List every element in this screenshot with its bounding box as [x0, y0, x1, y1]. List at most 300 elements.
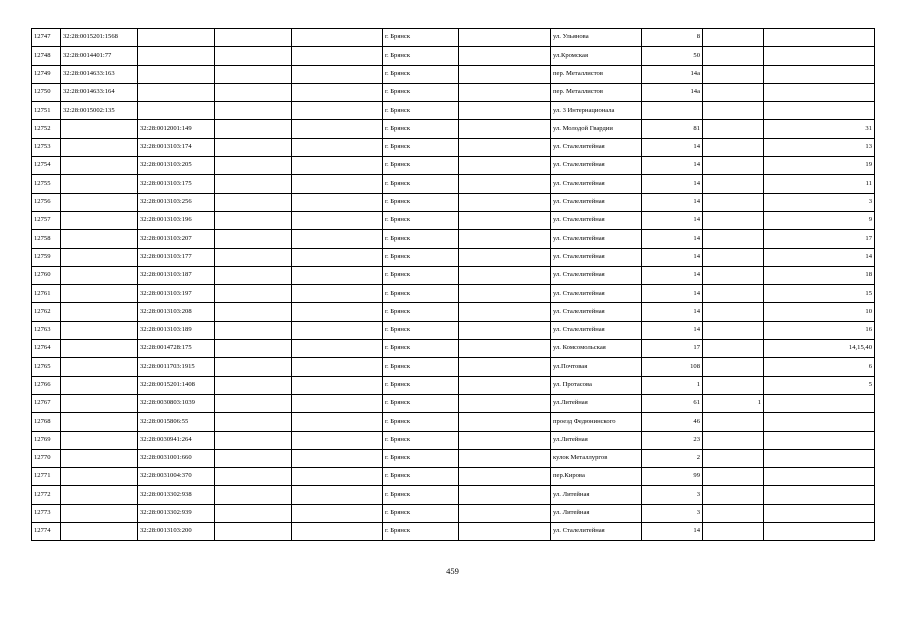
cadastral-number-cell: 32:28:0014633:164 — [61, 83, 138, 101]
empty-cell — [292, 120, 383, 138]
empty-cell — [215, 230, 292, 248]
cadastral-number-cell — [138, 29, 215, 47]
house-number-cell: 50 — [642, 47, 703, 65]
house-number-cell: 14 — [642, 248, 703, 266]
extra-number-cell — [703, 230, 764, 248]
apartment-cell — [764, 449, 875, 467]
apartment-cell: 5 — [764, 376, 875, 394]
table-row — [32, 431, 875, 449]
empty-cell — [292, 266, 383, 284]
empty-cell — [292, 211, 383, 229]
empty-cell — [459, 394, 551, 412]
street-cell: ул. Ульянова — [551, 29, 642, 47]
table-row — [32, 394, 875, 412]
city-cell: г. Брянск — [383, 523, 459, 541]
extra-number-cell — [703, 157, 764, 175]
city-cell: г. Брянск — [383, 102, 459, 120]
empty-cell — [292, 413, 383, 431]
table-row — [32, 65, 875, 83]
apartment-cell — [764, 413, 875, 431]
cadastral-number-cell: 32:28:0013302:938 — [138, 486, 215, 504]
cadastral-number-cell: 32:28:0013103:207 — [138, 230, 215, 248]
cadastral-number-cell — [61, 523, 138, 541]
table-row — [32, 413, 875, 431]
street-cell: ул. Сталелитейная — [551, 266, 642, 284]
city-cell: г. Брянск — [383, 248, 459, 266]
empty-cell — [215, 266, 292, 284]
cadastral-number-cell: 32:28:0030803:1039 — [138, 394, 215, 412]
empty-cell — [215, 120, 292, 138]
row-number: 12752 — [32, 120, 61, 138]
table-row — [32, 230, 875, 248]
apartment-cell: 18 — [764, 266, 875, 284]
empty-cell — [459, 523, 551, 541]
street-cell: ул. Сталелитейная — [551, 321, 642, 339]
extra-number-cell — [703, 29, 764, 47]
cadastral-number-cell — [61, 175, 138, 193]
table-row — [32, 486, 875, 504]
house-number-cell: 14 — [642, 211, 703, 229]
empty-cell — [292, 248, 383, 266]
cadastral-number-cell — [138, 83, 215, 101]
cadastral-number-cell: 32:28:0013103:197 — [138, 285, 215, 303]
house-number-cell: 14 — [642, 138, 703, 156]
cadastral-number-cell — [61, 120, 138, 138]
cadastral-number-cell — [138, 47, 215, 65]
table-row — [32, 83, 875, 101]
empty-cell — [292, 193, 383, 211]
cadastral-number-cell — [61, 340, 138, 358]
apartment-cell: 3 — [764, 193, 875, 211]
empty-cell — [215, 303, 292, 321]
extra-number-cell — [703, 431, 764, 449]
street-cell: ул. Протасова — [551, 376, 642, 394]
cadastral-number-cell: 32:28:0015201:1408 — [138, 376, 215, 394]
table-row — [32, 47, 875, 65]
cadastral-number-cell — [61, 230, 138, 248]
house-number-cell: 61 — [642, 394, 703, 412]
city-cell: г. Брянск — [383, 504, 459, 522]
registry-table — [31, 28, 875, 541]
city-cell: г. Брянск — [383, 468, 459, 486]
empty-cell — [215, 83, 292, 101]
row-number: 12750 — [32, 83, 61, 101]
cadastral-number-cell — [61, 486, 138, 504]
empty-cell — [215, 449, 292, 467]
apartment-cell: 19 — [764, 157, 875, 175]
cadastral-number-cell: 32:28:0013103:205 — [138, 157, 215, 175]
cadastral-number-cell: 32:28:0013103:189 — [138, 321, 215, 339]
street-cell: пер. Металлистов — [551, 83, 642, 101]
extra-number-cell — [703, 449, 764, 467]
empty-cell — [459, 138, 551, 156]
apartment-cell: 14 — [764, 248, 875, 266]
street-cell: ул. Сталелитейная — [551, 523, 642, 541]
empty-cell — [292, 449, 383, 467]
row-number: 12748 — [32, 47, 61, 65]
cadastral-number-cell — [61, 413, 138, 431]
extra-number-cell — [703, 83, 764, 101]
extra-number-cell — [703, 340, 764, 358]
empty-cell — [215, 523, 292, 541]
empty-cell — [459, 248, 551, 266]
row-number: 12773 — [32, 504, 61, 522]
empty-cell — [292, 394, 383, 412]
extra-number-cell — [703, 504, 764, 522]
apartment-cell — [764, 504, 875, 522]
extra-number-cell — [703, 523, 764, 541]
city-cell: г. Брянск — [383, 230, 459, 248]
cadastral-number-cell — [61, 321, 138, 339]
extra-number-cell — [703, 102, 764, 120]
street-cell: пер. Металлистов — [551, 65, 642, 83]
empty-cell — [459, 321, 551, 339]
apartment-cell: 17 — [764, 230, 875, 248]
cadastral-number-cell: 32:28:0013103:200 — [138, 523, 215, 541]
house-number-cell: 23 — [642, 431, 703, 449]
house-number-cell: 3 — [642, 486, 703, 504]
city-cell: г. Брянск — [383, 120, 459, 138]
empty-cell — [215, 29, 292, 47]
house-number-cell: 1 — [642, 376, 703, 394]
house-number-cell: 99 — [642, 468, 703, 486]
empty-cell — [459, 431, 551, 449]
extra-number-cell — [703, 65, 764, 83]
table-row — [32, 211, 875, 229]
city-cell: г. Брянск — [383, 394, 459, 412]
street-cell: ул. Литейная — [551, 504, 642, 522]
city-cell: г. Брянск — [383, 358, 459, 376]
empty-cell — [215, 413, 292, 431]
house-number-cell: 2 — [642, 449, 703, 467]
apartment-cell — [764, 102, 875, 120]
empty-cell — [459, 211, 551, 229]
apartment-cell: 10 — [764, 303, 875, 321]
table-row — [32, 120, 875, 138]
city-cell: г. Брянск — [383, 303, 459, 321]
cadastral-number-cell — [61, 285, 138, 303]
empty-cell — [215, 504, 292, 522]
extra-number-cell — [703, 285, 764, 303]
street-cell: ул. Сталелитейная — [551, 248, 642, 266]
cadastral-number-cell — [61, 138, 138, 156]
row-number: 12763 — [32, 321, 61, 339]
house-number-cell: 14 — [642, 157, 703, 175]
row-number: 12769 — [32, 431, 61, 449]
house-number-cell: 14 — [642, 230, 703, 248]
street-cell: ул. Сталелитейная — [551, 193, 642, 211]
cadastral-number-cell: 32:28:0013103:256 — [138, 193, 215, 211]
row-number: 12749 — [32, 65, 61, 83]
row-number: 12770 — [32, 449, 61, 467]
empty-cell — [459, 303, 551, 321]
house-number-cell: 81 — [642, 120, 703, 138]
row-number: 12759 — [32, 248, 61, 266]
cadastral-number-cell: 32:28:0014728:175 — [138, 340, 215, 358]
city-cell: г. Брянск — [383, 83, 459, 101]
cadastral-number-cell — [61, 157, 138, 175]
empty-cell — [215, 65, 292, 83]
apartment-cell — [764, 47, 875, 65]
house-number-cell: 14 — [642, 193, 703, 211]
row-number: 12765 — [32, 358, 61, 376]
empty-cell — [292, 175, 383, 193]
empty-cell — [292, 486, 383, 504]
row-number: 12751 — [32, 102, 61, 120]
empty-cell — [215, 376, 292, 394]
empty-cell — [459, 193, 551, 211]
empty-cell — [292, 102, 383, 120]
extra-number-cell — [703, 376, 764, 394]
empty-cell — [459, 340, 551, 358]
row-number: 12757 — [32, 211, 61, 229]
cadastral-number-cell: 32:28:0015201:1568 — [61, 29, 138, 47]
row-number: 12768 — [32, 413, 61, 431]
empty-cell — [215, 431, 292, 449]
street-cell: пер.Кирова — [551, 468, 642, 486]
cadastral-number-cell: 32:28:0031004:370 — [138, 468, 215, 486]
cadastral-number-cell: 32:28:0012001:149 — [138, 120, 215, 138]
empty-cell — [215, 138, 292, 156]
empty-cell — [459, 486, 551, 504]
extra-number-cell: 1 — [703, 394, 764, 412]
empty-cell — [215, 358, 292, 376]
city-cell: г. Брянск — [383, 175, 459, 193]
cadastral-number-cell — [61, 358, 138, 376]
empty-cell — [292, 468, 383, 486]
row-number: 12772 — [32, 486, 61, 504]
city-cell: г. Брянск — [383, 157, 459, 175]
empty-cell — [459, 468, 551, 486]
extra-number-cell — [703, 486, 764, 504]
house-number-cell — [642, 102, 703, 120]
house-number-cell: 14 — [642, 523, 703, 541]
empty-cell — [459, 47, 551, 65]
empty-cell — [459, 504, 551, 522]
apartment-cell: 14,15,40 — [764, 340, 875, 358]
cadastral-number-cell: 32:28:0015806:55 — [138, 413, 215, 431]
empty-cell — [215, 157, 292, 175]
apartment-cell — [764, 468, 875, 486]
empty-cell — [459, 157, 551, 175]
apartment-cell: 31 — [764, 120, 875, 138]
city-cell: г. Брянск — [383, 376, 459, 394]
empty-cell — [215, 285, 292, 303]
table-row — [32, 193, 875, 211]
street-cell: ул. Сталелитейная — [551, 303, 642, 321]
row-number: 12747 — [32, 29, 61, 47]
table-row — [32, 138, 875, 156]
street-cell: ул. Литейная — [551, 486, 642, 504]
cadastral-number-cell — [61, 449, 138, 467]
row-number: 12771 — [32, 468, 61, 486]
apartment-cell — [764, 83, 875, 101]
house-number-cell: 46 — [642, 413, 703, 431]
extra-number-cell — [703, 358, 764, 376]
extra-number-cell — [703, 468, 764, 486]
empty-cell — [292, 523, 383, 541]
cadastral-number-cell: 32:28:0013103:175 — [138, 175, 215, 193]
house-number-cell: 14а — [642, 65, 703, 83]
row-number: 12762 — [32, 303, 61, 321]
empty-cell — [292, 138, 383, 156]
extra-number-cell — [703, 303, 764, 321]
empty-cell — [459, 102, 551, 120]
city-cell: г. Брянск — [383, 413, 459, 431]
house-number-cell: 14 — [642, 303, 703, 321]
empty-cell — [459, 449, 551, 467]
empty-cell — [292, 47, 383, 65]
cadastral-number-cell: 32:28:0011703:1915 — [138, 358, 215, 376]
house-number-cell: 14а — [642, 83, 703, 101]
row-number: 12753 — [32, 138, 61, 156]
apartment-cell — [764, 65, 875, 83]
cadastral-number-cell — [61, 468, 138, 486]
empty-cell — [459, 285, 551, 303]
street-cell: ул. Молодой Гвардии — [551, 120, 642, 138]
house-number-cell: 108 — [642, 358, 703, 376]
empty-cell — [215, 193, 292, 211]
street-cell: ул. Сталелитейная — [551, 211, 642, 229]
extra-number-cell — [703, 47, 764, 65]
cadastral-number-cell: 32:28:0013103:177 — [138, 248, 215, 266]
house-number-cell: 8 — [642, 29, 703, 47]
registry-rows — [32, 29, 875, 541]
apartment-cell — [764, 431, 875, 449]
empty-cell — [292, 504, 383, 522]
extra-number-cell — [703, 248, 764, 266]
city-cell: г. Брянск — [383, 321, 459, 339]
empty-cell — [215, 102, 292, 120]
extra-number-cell — [703, 266, 764, 284]
city-cell: г. Брянск — [383, 47, 459, 65]
row-number: 12760 — [32, 266, 61, 284]
cadastral-number-cell: 32:28:0013103:187 — [138, 266, 215, 284]
cadastral-number-cell: 32:28:0013302:939 — [138, 504, 215, 522]
house-number-cell: 14 — [642, 266, 703, 284]
apartment-cell: 6 — [764, 358, 875, 376]
empty-cell — [459, 65, 551, 83]
row-number: 12774 — [32, 523, 61, 541]
empty-cell — [292, 157, 383, 175]
row-number: 12758 — [32, 230, 61, 248]
empty-cell — [459, 266, 551, 284]
empty-cell — [292, 340, 383, 358]
apartment-cell: 16 — [764, 321, 875, 339]
empty-cell — [215, 47, 292, 65]
city-cell: г. Брянск — [383, 211, 459, 229]
apartment-cell: 15 — [764, 285, 875, 303]
cadastral-number-cell — [61, 376, 138, 394]
page-number: 459 — [446, 566, 459, 576]
empty-cell — [292, 303, 383, 321]
empty-cell — [292, 29, 383, 47]
extra-number-cell — [703, 138, 764, 156]
empty-cell — [215, 211, 292, 229]
cadastral-number-cell: 32:28:0014633:163 — [61, 65, 138, 83]
empty-cell — [215, 486, 292, 504]
row-number: 12761 — [32, 285, 61, 303]
cadastral-number-cell: 32:28:0031001:660 — [138, 449, 215, 467]
street-cell: ул.Почтовая — [551, 358, 642, 376]
empty-cell — [215, 248, 292, 266]
street-cell: ул. Сталелитейная — [551, 138, 642, 156]
house-number-cell: 17 — [642, 340, 703, 358]
cadastral-number-cell: 32:28:0015002:135 — [61, 102, 138, 120]
empty-cell — [459, 120, 551, 138]
empty-cell — [292, 65, 383, 83]
apartment-cell — [764, 394, 875, 412]
table-row — [32, 523, 875, 541]
cadastral-number-cell — [61, 248, 138, 266]
apartment-cell — [764, 486, 875, 504]
row-number: 12766 — [32, 376, 61, 394]
empty-cell — [459, 230, 551, 248]
empty-cell — [459, 175, 551, 193]
street-cell: ул.Литейная — [551, 394, 642, 412]
street-cell: ул.Литейная — [551, 431, 642, 449]
empty-cell — [292, 376, 383, 394]
row-number: 12755 — [32, 175, 61, 193]
table-row — [32, 468, 875, 486]
cadastral-number-cell — [61, 504, 138, 522]
cadastral-number-cell: 32:28:0030941:264 — [138, 431, 215, 449]
apartment-cell: 11 — [764, 175, 875, 193]
cadastral-number-cell — [61, 193, 138, 211]
cadastral-number-cell: 32:28:0013103:196 — [138, 211, 215, 229]
house-number-cell: 14 — [642, 285, 703, 303]
city-cell: г. Брянск — [383, 266, 459, 284]
table-row — [32, 321, 875, 339]
table-row — [32, 102, 875, 120]
extra-number-cell — [703, 120, 764, 138]
street-cell: ул.Кромская — [551, 47, 642, 65]
empty-cell — [292, 83, 383, 101]
street-cell: проезд Федюнинского — [551, 413, 642, 431]
extra-number-cell — [703, 321, 764, 339]
extra-number-cell — [703, 175, 764, 193]
street-cell: ул. Сталелитейная — [551, 157, 642, 175]
table-row — [32, 266, 875, 284]
cadastral-number-cell — [61, 266, 138, 284]
cadastral-number-cell: 32:28:0013103:208 — [138, 303, 215, 321]
cadastral-number-cell — [61, 303, 138, 321]
table-row — [32, 449, 875, 467]
table-row — [32, 504, 875, 522]
row-number: 12754 — [32, 157, 61, 175]
street-cell: ул. Сталелитейная — [551, 230, 642, 248]
city-cell: г. Брянск — [383, 193, 459, 211]
city-cell: г. Брянск — [383, 340, 459, 358]
table-row — [32, 340, 875, 358]
cadastral-number-cell: 32:28:0013103:174 — [138, 138, 215, 156]
extra-number-cell — [703, 413, 764, 431]
apartment-cell: 9 — [764, 211, 875, 229]
empty-cell — [459, 358, 551, 376]
extra-number-cell — [703, 211, 764, 229]
empty-cell — [292, 285, 383, 303]
row-number: 12767 — [32, 394, 61, 412]
city-cell: г. Брянск — [383, 449, 459, 467]
empty-cell — [215, 394, 292, 412]
apartment-cell: 13 — [764, 138, 875, 156]
row-number: 12756 — [32, 193, 61, 211]
empty-cell — [292, 321, 383, 339]
empty-cell — [459, 413, 551, 431]
table-row — [32, 175, 875, 193]
empty-cell — [215, 321, 292, 339]
table-row — [32, 29, 875, 47]
